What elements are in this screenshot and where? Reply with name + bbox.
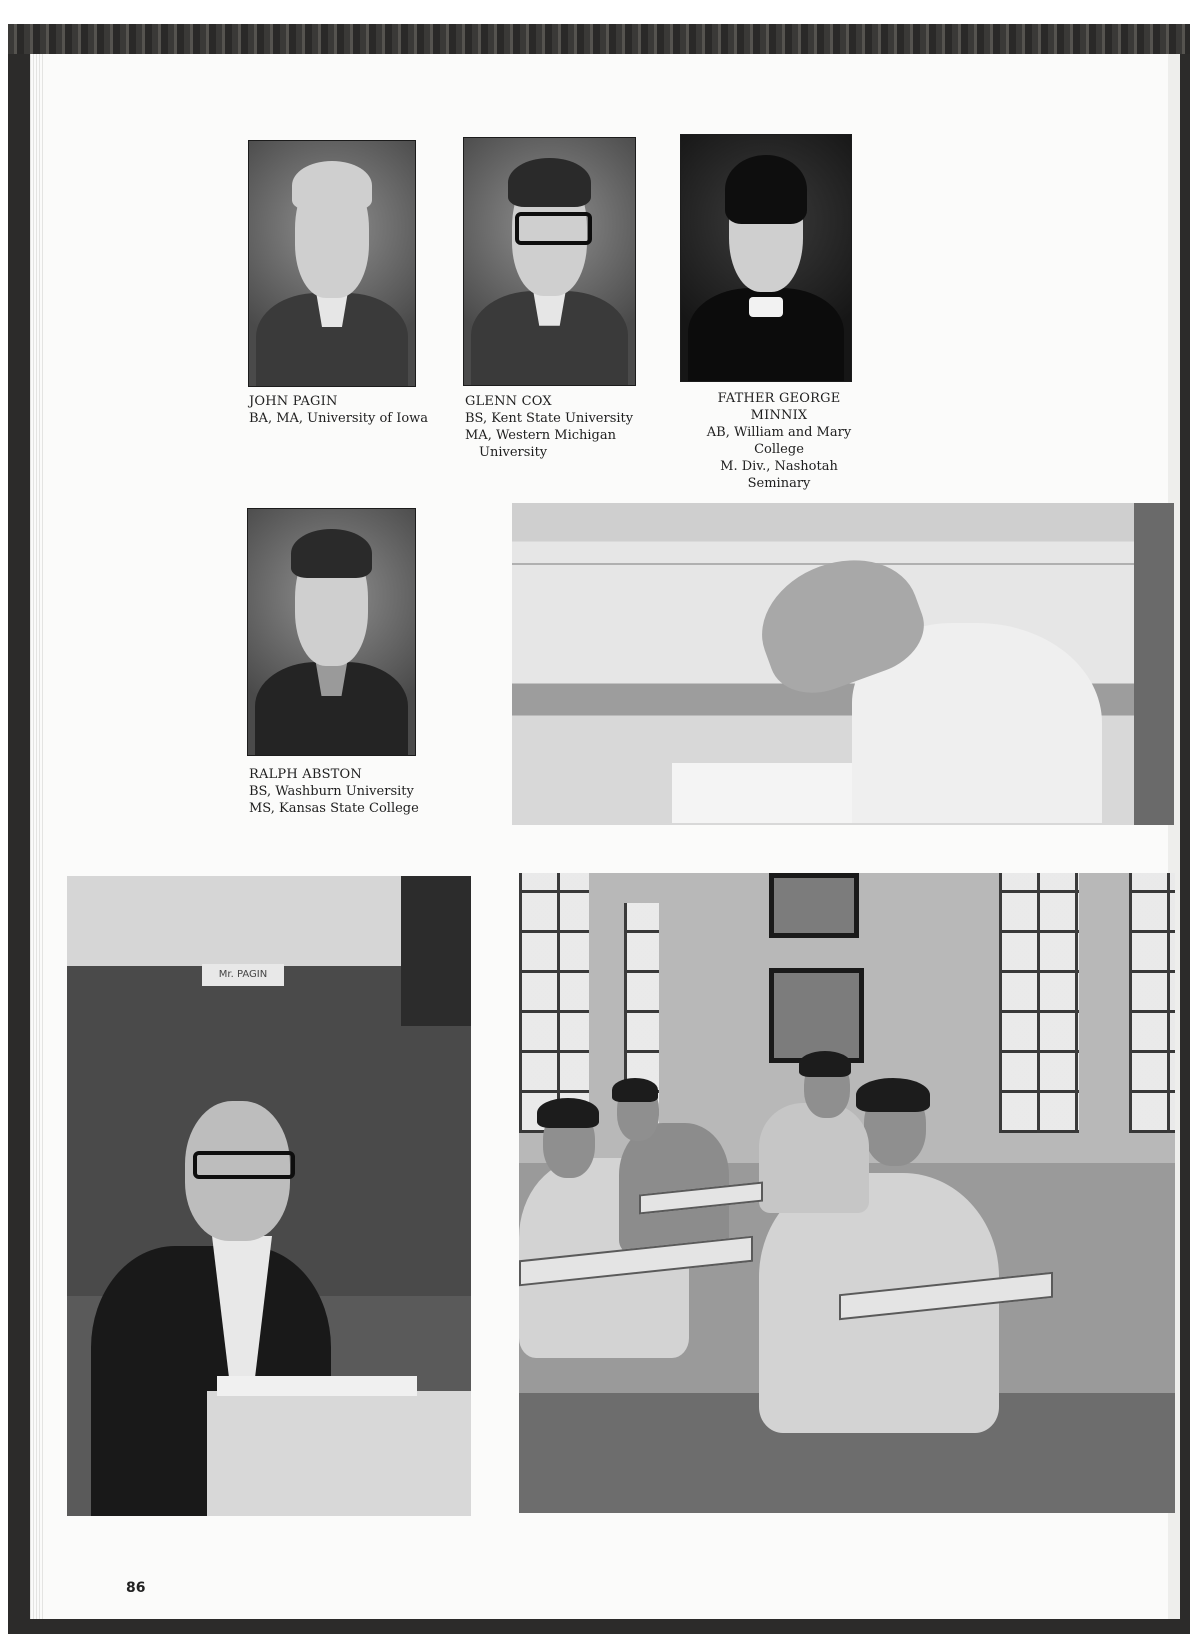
faculty-name: GLENN COX [465, 394, 552, 409]
faculty-degree: BA, MA, University of Iowa [249, 411, 429, 426]
faculty-degree: College [754, 442, 804, 457]
faculty-degree: University [479, 445, 548, 460]
portrait-john-pagin [248, 140, 416, 387]
faculty-degree: BS, Washburn University [249, 784, 414, 799]
portrait-ralph-abston [247, 508, 416, 756]
faculty-degree: AB, William and Mary [706, 425, 852, 440]
photo-teacher-lecturing [67, 876, 471, 1516]
caption-john-pagin [249, 393, 449, 427]
photo-student-studying [512, 503, 1174, 825]
page-number: 86 [126, 1580, 146, 1596]
faculty-name: FATHER GEORGE [717, 391, 841, 406]
faculty-name: RALPH ABSTON [249, 767, 362, 782]
faculty-name-continued: MINNIX [750, 408, 808, 423]
caption-ralph-abston [249, 766, 459, 817]
faculty-degree: M. Div., Nashotah [720, 459, 838, 474]
portrait-george-minnix [680, 134, 852, 382]
desk-nameplate: Mr. PAGIN [202, 964, 284, 986]
faculty-degree: MS, Kansas State College [249, 801, 419, 816]
faculty-degree: MA, Western Michigan [465, 428, 616, 443]
caption-glenn-cox [465, 393, 675, 461]
faculty-degree: BS, Kent State University [465, 411, 634, 426]
portrait-glenn-cox [463, 137, 636, 386]
caption-george-minnix [684, 390, 874, 492]
page-edges [30, 54, 44, 1619]
scan-edge [8, 24, 1190, 54]
faculty-name: JOHN PAGIN [249, 394, 338, 409]
faculty-degree: Seminary [747, 476, 811, 491]
photo-classroom-cadets [519, 873, 1175, 1513]
